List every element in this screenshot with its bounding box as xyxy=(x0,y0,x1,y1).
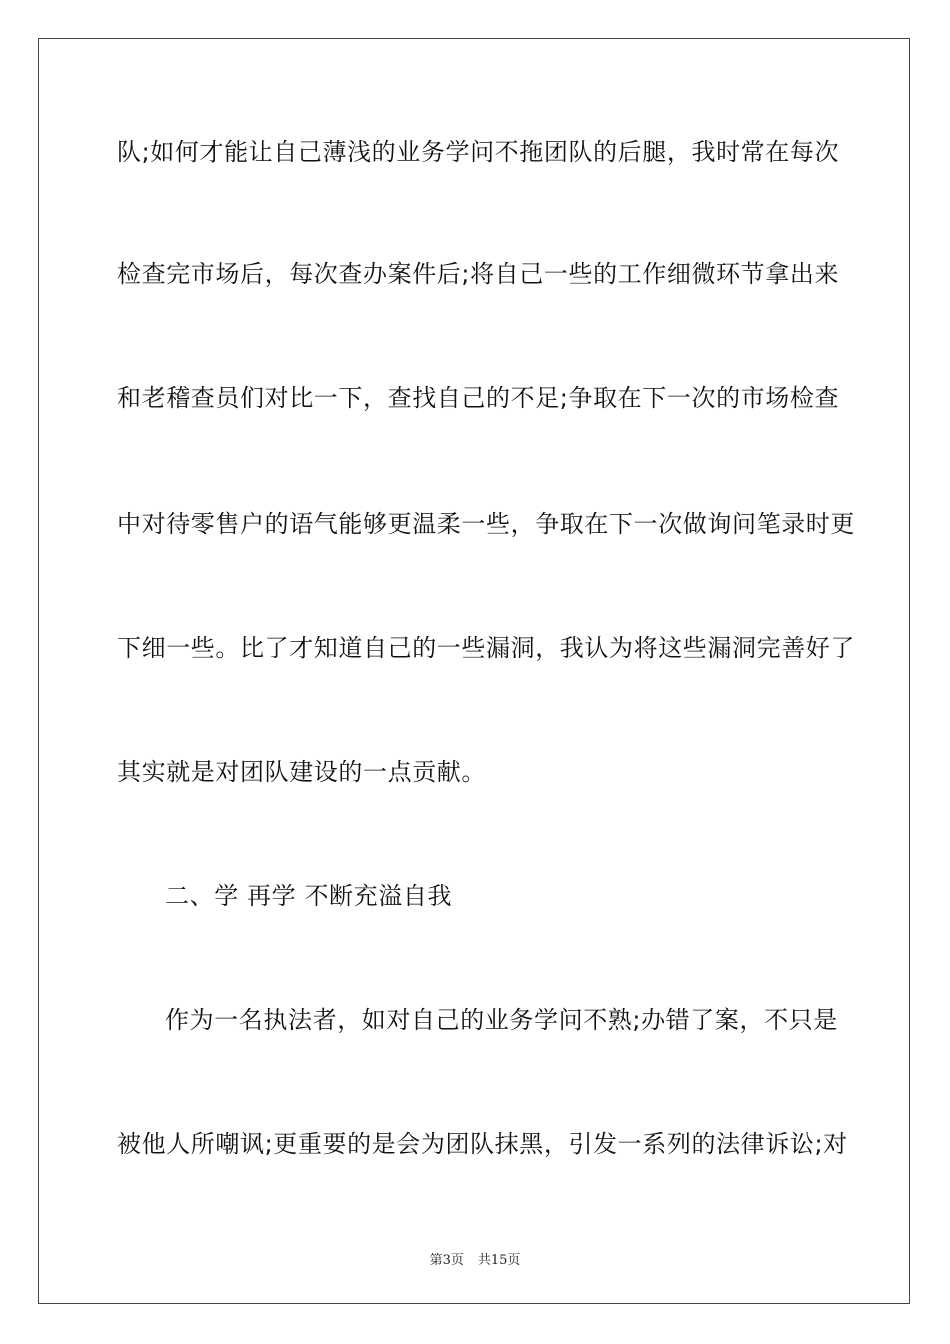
body-line-1: 队;如何才能让自己薄浅的业务学问不拖团队的后腿，我时常在每次 xyxy=(117,138,840,166)
page-border xyxy=(38,38,910,1304)
body-line-9: 被他人所嘲讽;更重要的是会为团队抹黑，引发一系列的法律诉讼;对 xyxy=(117,1130,848,1158)
total-pages: 共15页 xyxy=(477,1253,521,1268)
body-line-8: 作为一名执法者，如对自己的业务学问不熟;办错了案，不只是 xyxy=(165,1006,838,1034)
body-line-5: 下细一些。比了才知道自己的一些漏洞，我认为将这些漏洞完善好了 xyxy=(117,634,855,662)
body-line-4: 中对待零售户的语气能够更温柔一些，争取在下一次做询问笔录时更 xyxy=(117,510,855,538)
body-line-3: 和老稽查员们对比一下，查找自己的不足;争取在下一次的市场检查 xyxy=(117,384,840,412)
body-line-2: 检查完市场后，每次查办案件后;将自己一些的工作细微环节拿出来 xyxy=(117,260,840,288)
body-line-6: 其实就是对团队建设的一点贡献。 xyxy=(117,758,486,786)
section-heading: 二、学 再学 不断充溢自我 xyxy=(165,882,453,910)
page-footer xyxy=(0,1249,950,1268)
page-number: 第3页 xyxy=(429,1253,464,1268)
